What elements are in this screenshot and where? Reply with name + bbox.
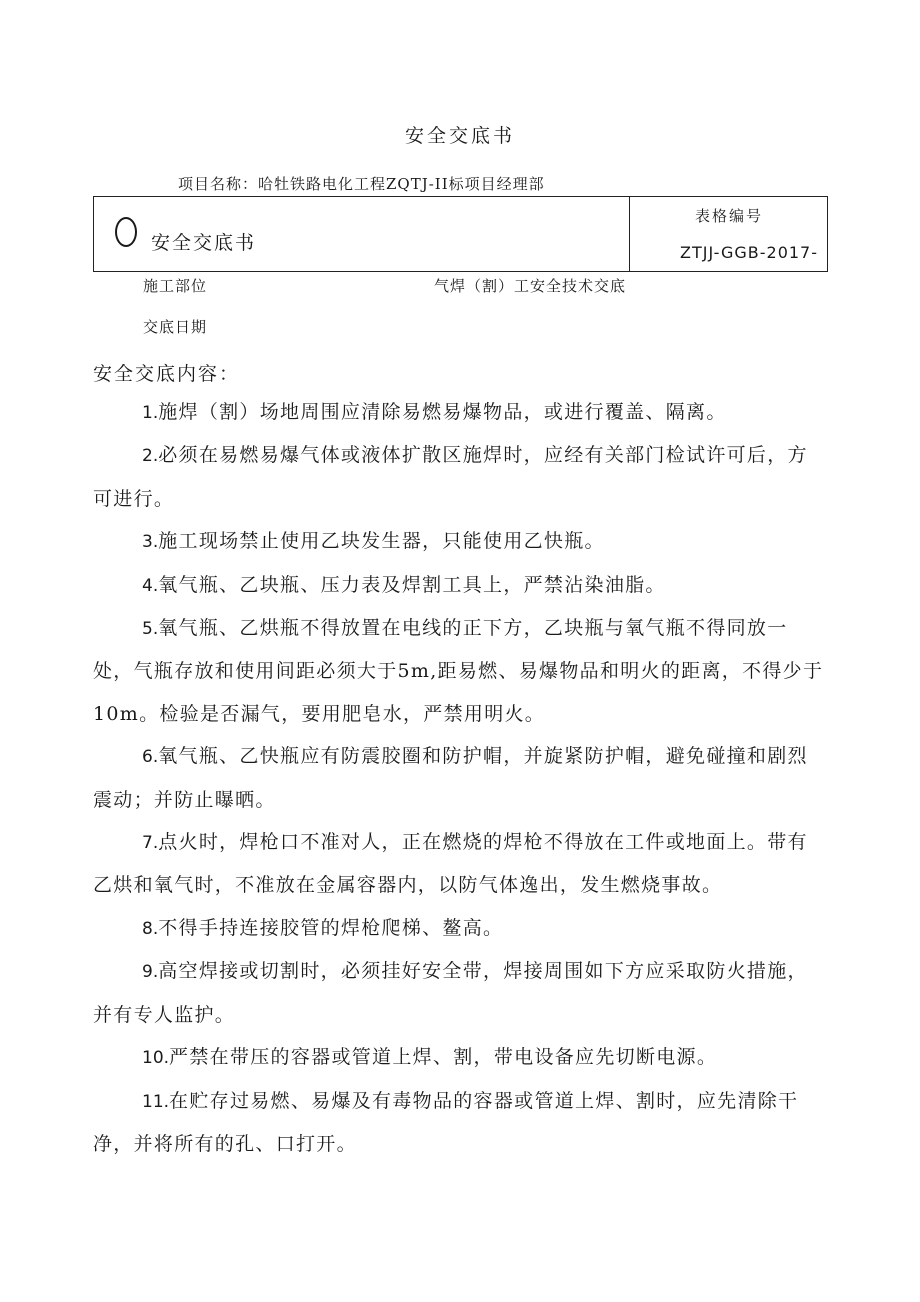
item-number: 6. [142,747,159,768]
item-text: 施工现场禁止使用乙块发生器，只能使用乙快瓶。 [158,530,605,553]
header-table [93,196,828,272]
disclosure-subject: 气焊（割）工安全技术交底 [434,277,627,295]
item-number: 5. [142,619,159,640]
item-text: 氧气瓶、乙块瓶、压力表及焊割工具上，严禁沾染油脂。 [158,573,666,596]
form-number-label: 表格编号 [695,207,764,225]
construction-site-label: 施工部位 [143,277,208,295]
content-heading: 安全交底内容： [93,363,241,385]
item-text: 氧气瓶、乙烘瓶不得放置在电线的正下方，乙块瓶与氧气瓶不得同放一处，气瓶存放和使用间距必须大于5m,距易燃、易爆物品和明火的距离，不得少于10m。检验是否漏气，要用肥皂水，严禁用明火。 [93,617,824,725]
list-item [93,564,828,607]
item-text: 必须在易燃易爆气体或液体扩散区施焊时，应经有关部门检试许可后，方可进行。 [93,444,808,510]
item-text: 在贮存过易燃、易爆及有毒物品的容器或管道上焊、割时，应先清除干净，并将所有的孔、口打开。 [93,1089,799,1155]
item-text: 高空焊接或切割时，必须挂好安全带，焊接周围如下方应采取防火措施，并有专人监护。 [93,960,808,1026]
item-number: 2. [142,446,159,467]
list-item [93,735,828,821]
list-item [93,1036,828,1079]
header-doc-title: 安全交底书 [151,232,257,254]
item-number: 1. [142,403,159,423]
item-text: 不得手持连接胶管的焊枪爬梯、鳌高。 [158,916,504,939]
list-item [93,1080,828,1166]
form-number-value: ZTJJ-GGB-2017- [680,243,818,262]
item-number: 8. [142,918,159,939]
item-text: 点火时，焊枪口不准对人，正在燃烧的焊枪不得放在工件或地面上。带有乙烘和氧气时，不准放在金属容器内，以防气体逸出，发生燃烧事故。 [93,831,808,897]
list-item [93,607,828,735]
item-number: 3. [142,532,159,553]
item-number: 4. [142,575,159,596]
item-number: 9. [142,962,159,983]
circle-icon [115,217,137,247]
list-item [93,391,828,434]
list-item [93,907,828,950]
disclosure-date-label: 交底日期 [143,318,208,336]
item-text: 严禁在带压的容器或管道上焊、割，带电设备应先切断电源。 [169,1046,718,1069]
list-item [93,950,828,1036]
header-title-cell [94,197,630,271]
list-item [93,520,828,563]
item-number: 10. [142,1048,170,1069]
item-number: 7. [142,833,159,854]
item-text: 施焊（割）场地周围应清除易燃易爆物品，或进行覆盖、隔离。 [158,401,727,423]
project-name: 项目名称：哈牡铁路电化工程ZQTJ-II标项目经理部 [178,175,545,193]
list-item [93,821,828,907]
item-text: 氧气瓶、乙快瓶应有防震胶圈和防护帽，并旋紧防护帽，避免碰撞和剧烈震动；并防止曝晒。 [93,745,808,811]
document-title: 安全交底书 [404,125,515,147]
safety-items-list [93,391,828,1165]
item-number: 11. [142,1091,170,1112]
list-item [93,434,828,520]
